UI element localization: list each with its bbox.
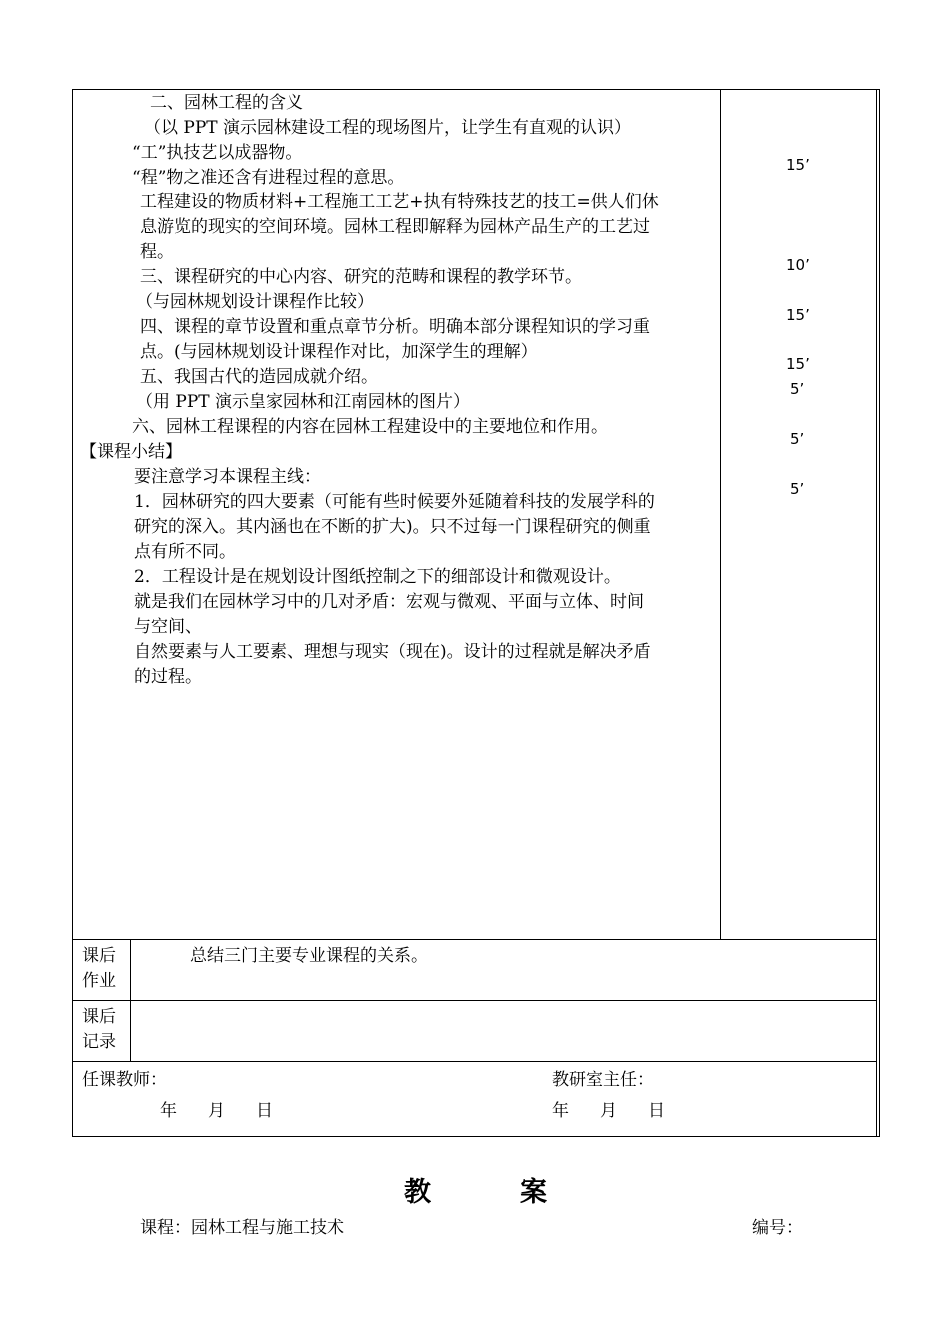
time-mark: 15’ <box>786 306 810 324</box>
row-divider-content <box>72 939 877 940</box>
time-mark: 15’ <box>786 156 810 174</box>
content-line: （以 PPT 演示园林建设工程的现场图片，让学生有直观的认识） <box>144 118 632 138</box>
content-line: 点有所不同。 <box>134 542 236 562</box>
content-line: 程。 <box>140 242 174 262</box>
content-line: 2．工程设计是在规划设计图纸控制之下的细部设计和微观设计。 <box>134 567 621 587</box>
director-date-day: 日 <box>648 1101 665 1121</box>
row-divider-homework <box>72 1000 877 1001</box>
content-line: 点。(与园林规划设计课程作对比，加深学生的理解） <box>140 342 538 362</box>
time-mark: 5’ <box>790 380 805 398</box>
page-title-char-1: 教 <box>404 1177 431 1208</box>
content-line: 三、课程研究的中心内容、研究的范畴和课程的教学环节。 <box>140 267 582 287</box>
content-line: “工”执技艺以成器物。 <box>132 143 303 163</box>
record-label <box>82 1005 127 1055</box>
content-line: 研究的深入。其内涵也在不断的扩大)。只不过每一门课程研究的侧重 <box>134 517 651 537</box>
director-label: 教研室主任： <box>552 1070 654 1090</box>
section-heading-summary: 【课程小结】 <box>80 442 182 462</box>
number-label: 编号： <box>752 1218 803 1238</box>
teacher-label: 任课教师： <box>82 1070 167 1090</box>
content-line: 与空间、 <box>134 617 202 637</box>
teacher-date-month: 月 <box>208 1101 225 1121</box>
table-bottom-border <box>72 1136 880 1137</box>
time-mark: 5’ <box>790 430 805 448</box>
time-mark: 10’ <box>786 256 810 274</box>
record-label-line1: 课后 <box>82 1007 116 1027</box>
homework-label-line2: 作业 <box>82 971 116 991</box>
time-mark: 15’ <box>786 355 810 373</box>
director-date-year: 年 <box>552 1101 569 1121</box>
teacher-date-day: 日 <box>256 1101 273 1121</box>
table-left-border <box>72 89 73 1137</box>
course-name: 课程：园林工程与施工技术 <box>140 1218 344 1238</box>
content-line: 息游览的现实的空间环境。园林工程即解释为园林产品生产的工艺过 <box>140 217 650 237</box>
content-line: 二、园林工程的含义 <box>150 93 303 113</box>
homework-label-line1: 课后 <box>82 946 116 966</box>
row-divider-record <box>72 1061 877 1062</box>
content-line: 的过程。 <box>134 667 202 687</box>
teacher-date-year: 年 <box>160 1101 177 1121</box>
page-title-char-2: 案 <box>520 1177 547 1208</box>
content-line: 六、园林工程课程的内容在园林工程建设中的主要地位和作用。 <box>132 417 608 437</box>
homework-label <box>82 944 127 994</box>
content-line: 五、我国古代的造园成就介绍。 <box>140 367 378 387</box>
time-mark: 5’ <box>790 480 805 498</box>
content-line: （与园林规划设计课程作比较） <box>136 292 374 312</box>
content-line: （用 PPT 演示皇家园林和江南园林的图片） <box>136 392 471 412</box>
content-line: 自然要素与人工要素、理想与现实（现在)。设计的过程就是解决矛盾 <box>134 642 651 662</box>
table-top-border <box>72 89 880 90</box>
content-line: 1．园林研究的四大要素（可能有些时候要外延随着科技的发展学科的 <box>134 492 655 512</box>
content-line: 就是我们在园林学习中的几对矛盾：宏观与微观、平面与立体、时间 <box>134 592 644 612</box>
table-right-border-outer <box>879 89 880 1137</box>
homework-text: 总结三门主要专业课程的关系。 <box>190 946 428 966</box>
table-right-border <box>876 89 877 1137</box>
director-date-month: 月 <box>600 1101 617 1121</box>
content-line: 工程建设的物质材料+工程施工工艺+执有特殊技艺的技工=供人们休 <box>140 192 659 212</box>
content-line: 四、课程的章节设置和重点章节分析。明确本部分课程知识的学习重 <box>140 317 650 337</box>
content-line: “程”物之准还含有进程过程的意思。 <box>132 168 405 188</box>
content-line: 要注意学习本课程主线： <box>134 467 321 487</box>
time-column-divider <box>720 89 721 939</box>
record-label-line2: 记录 <box>82 1032 116 1052</box>
label-column-divider <box>130 939 131 1061</box>
